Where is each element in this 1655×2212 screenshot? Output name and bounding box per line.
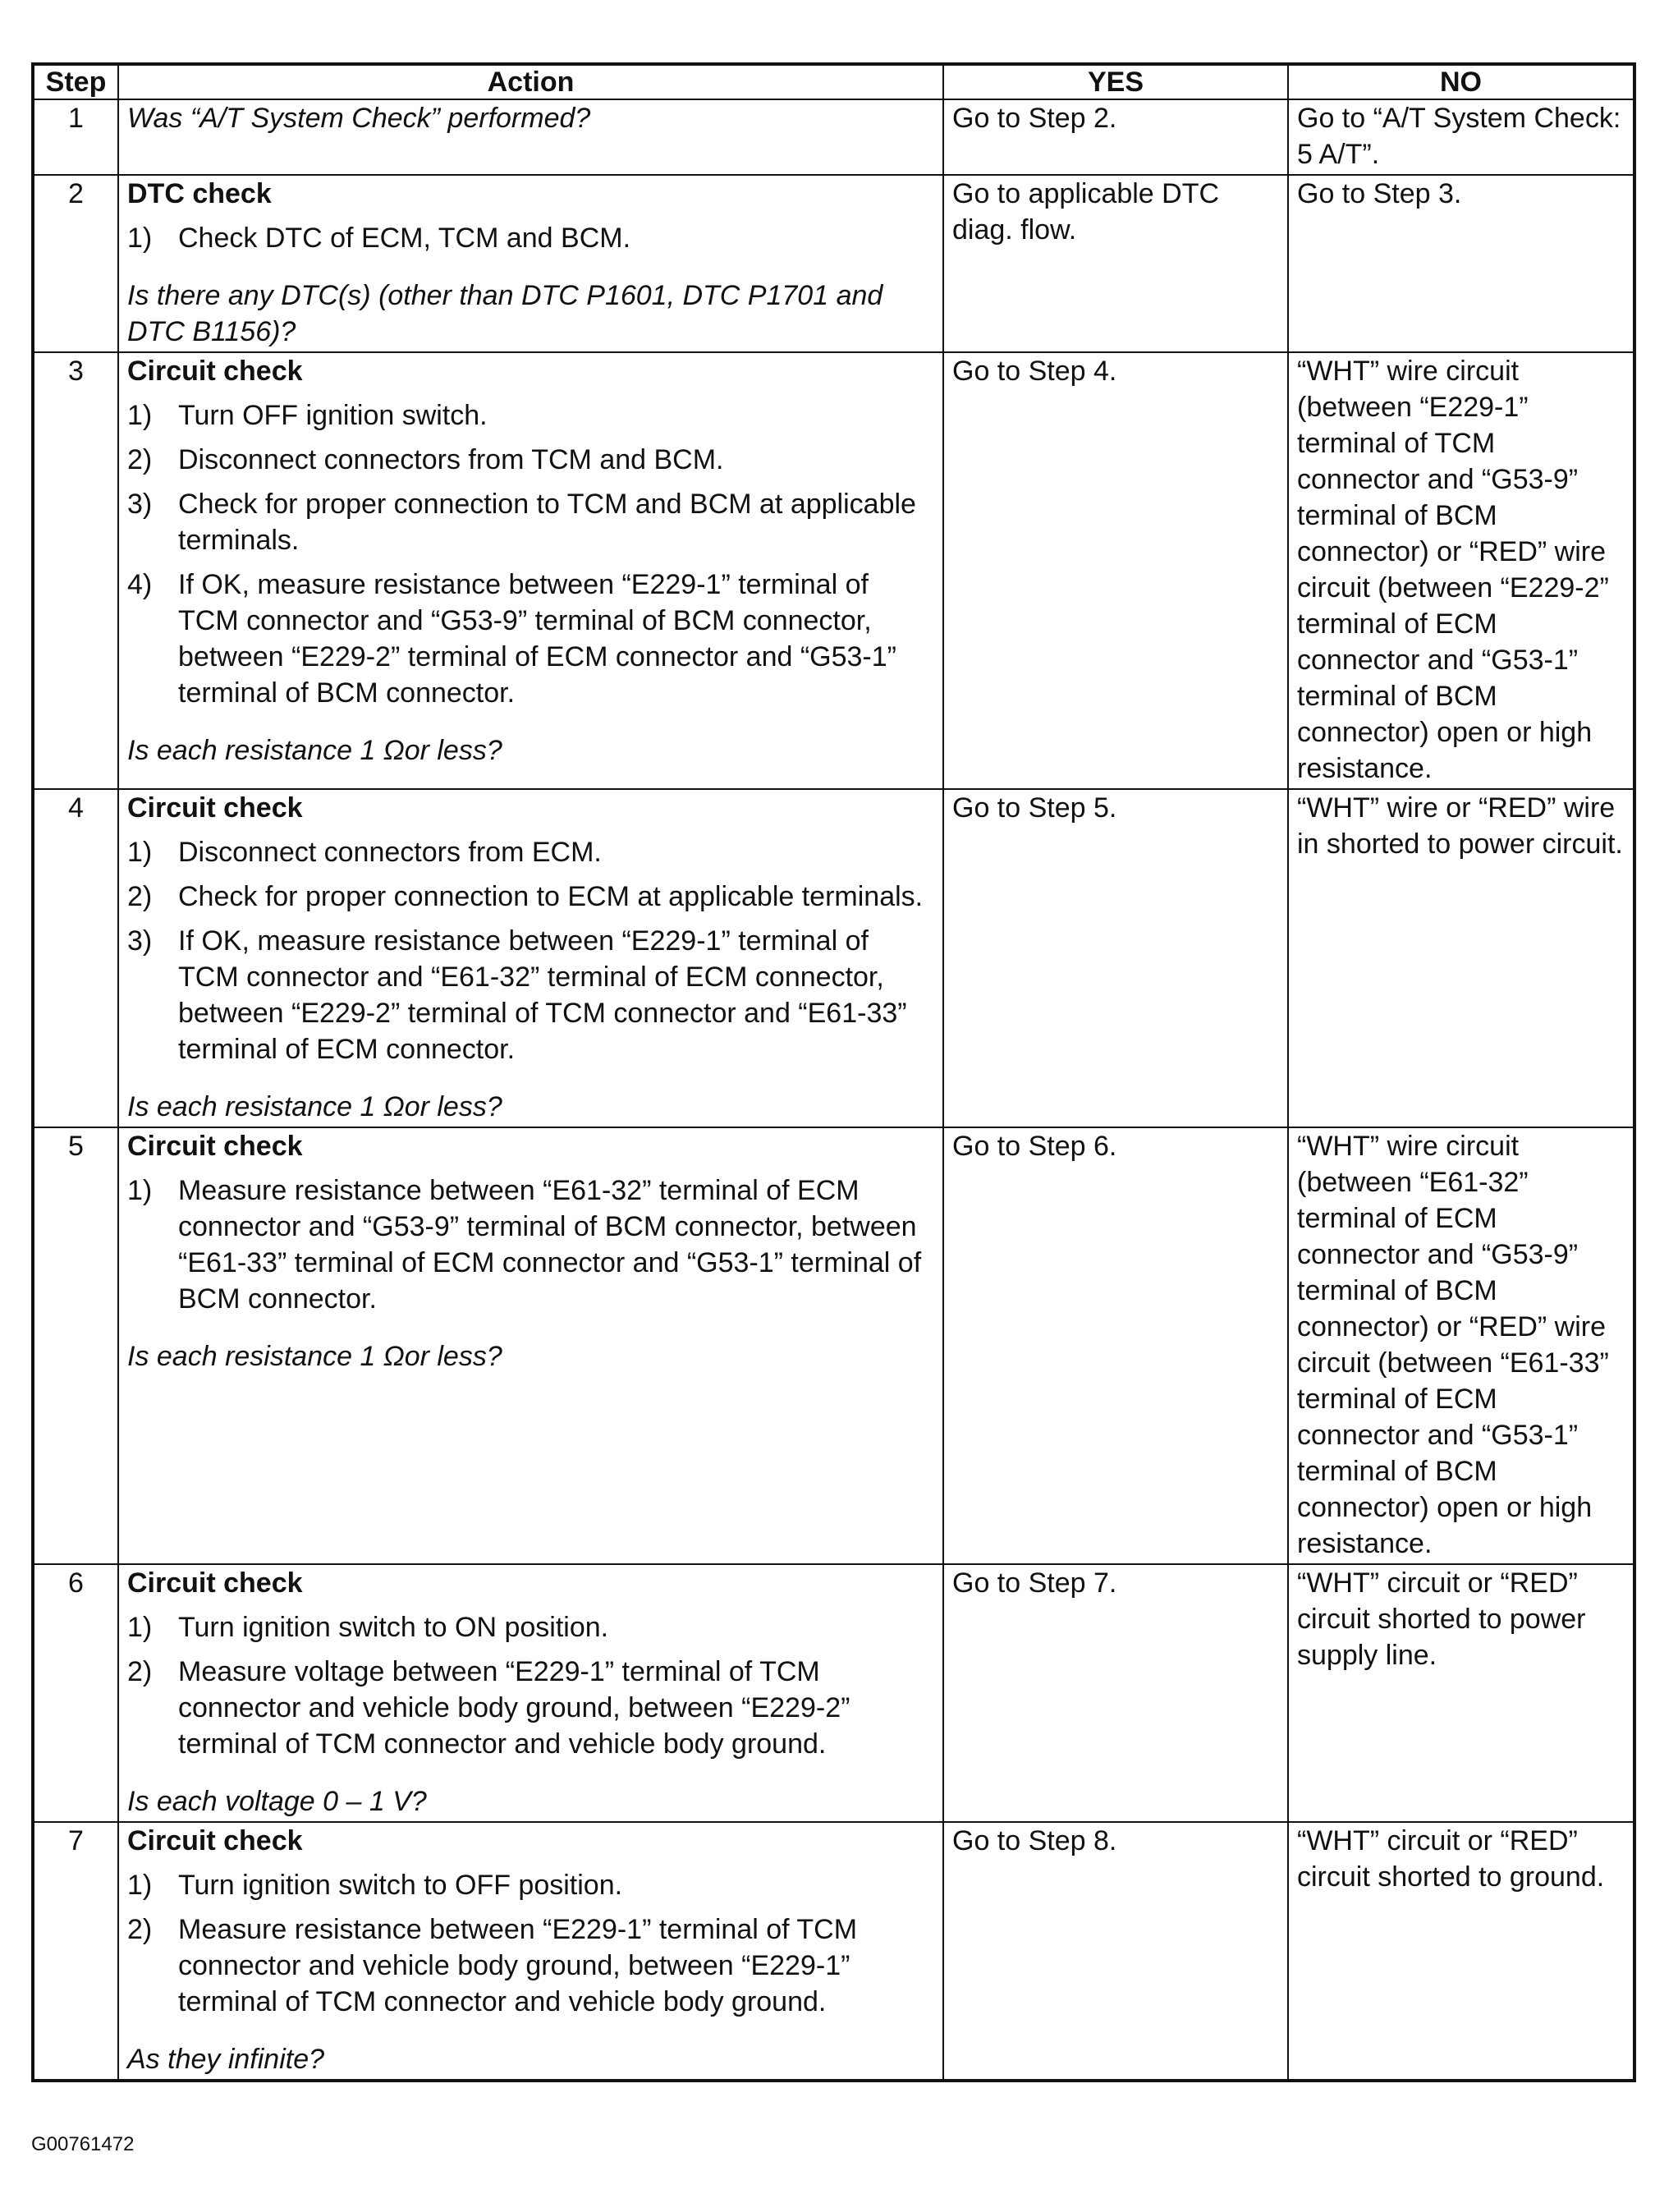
table-header-row [33, 64, 1634, 99]
substep-number: 4) [127, 569, 153, 600]
diagnostic-flow-table [31, 62, 1636, 2082]
substep-text: Turn ignition switch to OFF position. [178, 1870, 623, 1901]
substep-number: 1) [127, 1870, 153, 1901]
substep-item [127, 397, 934, 434]
step-title: Circuit check [127, 356, 303, 387]
substep-item [127, 1867, 934, 1903]
substep-text: Turn ignition switch to ON position. [178, 1612, 609, 1643]
substep-text: Check for proper connection to ECM at applicable terminals. [178, 881, 924, 912]
action-cell [118, 1822, 943, 2081]
substep-text: Turn OFF ignition switch. [178, 400, 488, 431]
substep-list [127, 220, 934, 256]
step-number: 6 [33, 1564, 118, 1822]
no-result: “WHT” wire circuit (between “E229-1” terminal of TCM connector and “G53-9” terminal of BCM connector) or “RED” wire circuit (between “E229-2” terminal of ECM connector and “G53-1” terminal of BCM connector) open or high resistance. [1288, 352, 1634, 789]
yes-result: Go to Step 2. [943, 99, 1288, 175]
header-yes: YES [943, 64, 1288, 99]
substep-item [127, 1173, 934, 1317]
yes-result: Go to Step 7. [943, 1564, 1288, 1822]
action-cell [118, 789, 943, 1127]
step-question: Is each resistance 1 Ωor less? [127, 1341, 502, 1372]
no-result: “WHT” wire or “RED” wire in shorted to power circuit. [1288, 789, 1634, 1127]
no-result: “WHT” wire circuit (between “E61-32” terminal of ECM connector and “G53-9” terminal of BCM connector) or “RED” wire circuit (between “E61-33” terminal of ECM connector and “G53-1” terminal of BCM connector) open or high resistance. [1288, 1127, 1634, 1564]
step-title: DTC check [127, 178, 272, 209]
substep-list [127, 1173, 934, 1317]
substep-item [127, 1654, 934, 1762]
substep-number: 3) [127, 925, 153, 957]
yes-result: Go to Step 5. [943, 789, 1288, 1127]
substep-number: 3) [127, 489, 153, 520]
substep-text: Disconnect connectors from ECM. [178, 837, 602, 868]
substep-number: 1) [127, 1175, 153, 1206]
substep-number: 1) [127, 400, 153, 431]
substep-number: 2) [127, 1656, 153, 1687]
substep-list [127, 1609, 934, 1762]
table-row [33, 352, 1634, 789]
substep-item [127, 567, 934, 711]
step-title: Circuit check [127, 792, 303, 824]
header-no: NO [1288, 64, 1634, 99]
step-title: Circuit check [127, 1131, 303, 1162]
substep-item [127, 486, 934, 558]
substep-text: Measure resistance between “E61-32” terminal of ECM connector and “G53-9” terminal of BCM connector, between “E61-33” terminal of ECM connector and “G53-1” terminal of BCM connector. [178, 1175, 922, 1315]
no-result: Go to Step 3. [1288, 175, 1634, 352]
substep-text: Measure resistance between “E229-1” terminal of TCM connector and vehicle body ground, between “E229-1” terminal of TCM connector and vehicle body ground. [178, 1914, 858, 2017]
action-cell [118, 1127, 943, 1564]
step-number: 3 [33, 352, 118, 789]
substep-item [127, 220, 934, 256]
substep-number: 2) [127, 1914, 153, 1945]
substep-item [127, 834, 934, 870]
substep-number: 2) [127, 444, 153, 475]
yes-result: Go to Step 8. [943, 1822, 1288, 2081]
step-question: Is each resistance 1 Ωor less? [127, 1091, 502, 1122]
substep-number: 1) [127, 223, 153, 254]
substep-number: 1) [127, 837, 153, 868]
substep-text: Measure voltage between “E229-1” terminal of TCM connector and vehicle body ground, between “E229-2” terminal of TCM connector and vehicle body ground. [178, 1656, 850, 1760]
substep-item [127, 442, 934, 478]
substep-item [127, 1911, 934, 2020]
step-number: 4 [33, 789, 118, 1127]
step-number: 2 [33, 175, 118, 352]
substep-item [127, 1609, 934, 1645]
step-title: Circuit check [127, 1567, 303, 1599]
substep-list [127, 1867, 934, 2020]
substep-text: Disconnect connectors from TCM and BCM. [178, 444, 724, 475]
action-cell [118, 175, 943, 352]
step-question: As they infinite? [127, 2044, 325, 2075]
substep-text: If OK, measure resistance between “E229-1” terminal of TCM connector and “G53-9” terminal of BCM connector, between “E229-2” terminal of ECM connector and “G53-1” terminal of BCM connector. [178, 569, 896, 709]
step-title: Circuit check [127, 1825, 303, 1856]
substep-item [127, 923, 934, 1067]
action-cell [118, 352, 943, 789]
yes-result: Go to Step 4. [943, 352, 1288, 789]
substep-text: Check DTC of ECM, TCM and BCM. [178, 223, 631, 254]
substep-number: 2) [127, 881, 153, 912]
table-row [33, 99, 1634, 175]
no-result: “WHT” circuit or “RED” circuit shorted to ground. [1288, 1822, 1634, 2081]
table-row [33, 1127, 1634, 1564]
substep-text: If OK, measure resistance between “E229-1” terminal of TCM connector and “E61-32” terminal of ECM connector, between “E229-2” terminal of TCM connector and “E61-33” terminal of ECM connector. [178, 925, 907, 1065]
no-result: Go to “A/T System Check: 5 A/T”. [1288, 99, 1634, 175]
no-result: “WHT” circuit or “RED” circuit shorted to power supply line. [1288, 1564, 1634, 1822]
step-question: Is there any DTC(s) (other than DTC P1601, DTC P1701 and DTC B1156)? [127, 280, 883, 347]
table-body [33, 99, 1634, 2081]
figure-code: G00761472 [31, 2133, 135, 2155]
yes-result: Go to applicable DTC diag. flow. [943, 175, 1288, 352]
table-row [33, 175, 1634, 352]
step-number: 5 [33, 1127, 118, 1564]
step-question: Is each voltage 0 – 1 V? [127, 1786, 427, 1817]
action-cell [118, 1564, 943, 1822]
substep-number: 1) [127, 1612, 153, 1643]
table-row [33, 789, 1634, 1127]
header-action: Action [118, 64, 943, 99]
yes-result: Go to Step 6. [943, 1127, 1288, 1564]
action-cell [118, 99, 943, 175]
substep-text: Check for proper connection to TCM and BCM at applicable terminals. [178, 489, 916, 556]
step-number: 7 [33, 1822, 118, 2081]
step-number: 1 [33, 99, 118, 175]
substep-item [127, 879, 934, 915]
step-question: Is each resistance 1 Ωor less? [127, 735, 502, 766]
substep-list [127, 397, 934, 711]
step-question: Was “A/T System Check” performed? [127, 103, 591, 134]
header-step: Step [33, 64, 118, 99]
table-row [33, 1822, 1634, 2081]
table-row [33, 1564, 1634, 1822]
diagnostic-document [31, 62, 1633, 2082]
substep-list [127, 834, 934, 1067]
